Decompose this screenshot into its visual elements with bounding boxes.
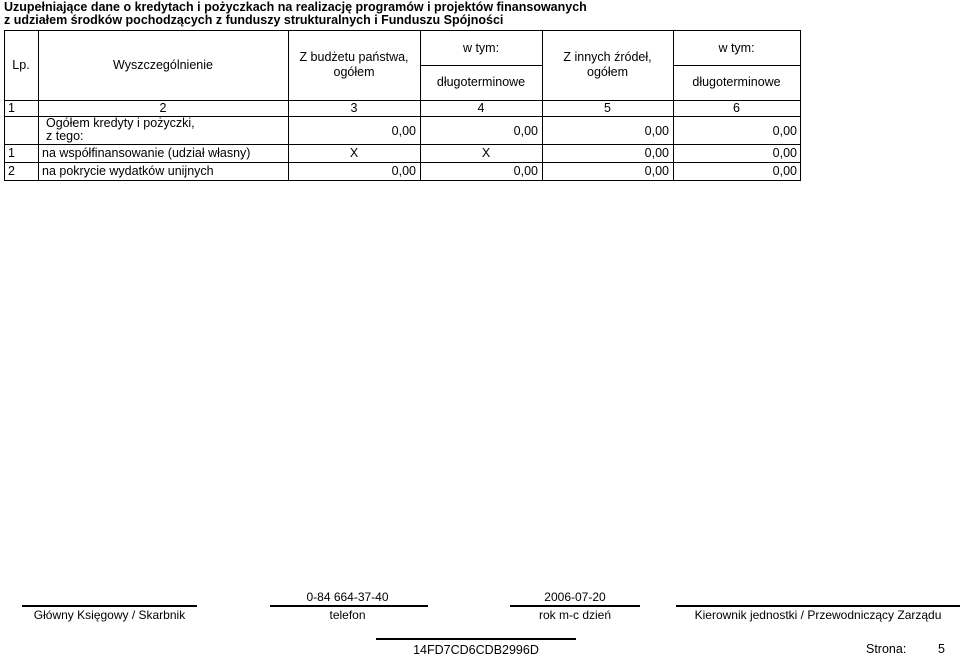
date-value: 2006-07-20 — [544, 590, 606, 604]
header-inne-line1: Z innych źródeł, — [563, 50, 652, 64]
header-inne-line2: ogółem — [587, 65, 628, 79]
row-border-2 — [4, 162, 800, 163]
header-dlugoterminowe-1: długoterminowe — [436, 75, 526, 89]
document-code: 14FD7CD6CDB2996D — [376, 638, 576, 657]
header-wtym-2: w tym: — [718, 41, 755, 55]
row-value-inne: 0,00 — [644, 164, 669, 178]
row-value-budzet-dlugo: 0,00 — [513, 124, 538, 138]
signature-line-phone — [270, 605, 428, 607]
signature-line-date — [510, 605, 640, 607]
report-title-line2: z udziałem środków pochodzących z funduszy strukturalnych i Funduszu Spójności — [4, 13, 504, 27]
phone-value: 0-84 664-37-40 — [306, 590, 389, 604]
report-title-line1: Uzupełniające dane o kredytach i pożyczkach na realizację programów i projektów finansowanych — [4, 0, 587, 14]
row-label: Ogółem kredyty i pożyczki, — [46, 116, 195, 130]
row-value-budzet-dlugo: X — [481, 146, 491, 160]
header-subdivider-1 — [420, 65, 542, 66]
header-dlugoterminowe-2: długoterminowe — [692, 75, 781, 89]
colnum-2: 2 — [159, 101, 167, 115]
col-border-6 — [800, 30, 801, 181]
row-value-budzet: X — [349, 146, 359, 160]
table-bottom-border — [4, 180, 800, 181]
header-budzet-line1: Z budżetu państwa, — [299, 50, 409, 64]
table-top-border — [4, 30, 800, 31]
row-value-budzet: 0,00 — [391, 164, 416, 178]
row-border-1 — [4, 144, 800, 145]
row-value-inne: 0,00 — [644, 146, 669, 160]
colnum-4: 4 — [477, 101, 485, 115]
date-label: rok m-c dzień — [538, 608, 612, 622]
colnum-1: 1 — [8, 101, 15, 115]
colnum-6: 6 — [733, 101, 740, 115]
colnum-5: 5 — [604, 101, 611, 115]
row-value-inne-dlugo: 0,00 — [772, 146, 797, 160]
header-budzet-line2: ogółem — [333, 65, 375, 79]
row-value-inne-dlugo: 0,00 — [772, 124, 797, 138]
row-label: na współfinansowanie (udział własny) — [42, 146, 251, 160]
row-value-inne-dlugo: 0,00 — [772, 164, 797, 178]
row-label-sub: z tego: — [46, 129, 84, 143]
signer-accountant-label: Główny Księgowy / Skarbnik — [33, 608, 186, 622]
row-lp: 2 — [8, 164, 15, 178]
signature-line-accountant — [22, 605, 197, 607]
colnum-3: 3 — [350, 101, 358, 115]
header-lp: Lp. — [12, 58, 30, 72]
signer-manager-label: Kierownik jednostki / Przewodniczący Zarządu — [694, 608, 942, 622]
header-wtym-1: w tym: — [462, 41, 500, 55]
phone-label: telefon — [329, 608, 366, 622]
row-value-inne: 0,00 — [644, 124, 669, 138]
row-label: na pokrycie wydatków unijnych — [42, 164, 214, 178]
header-subdivider-2 — [673, 65, 800, 66]
row-value-budzet-dlugo: 0,00 — [513, 164, 538, 178]
signature-line-manager — [676, 605, 960, 607]
page-number: 5 — [938, 642, 945, 656]
col-border-0 — [4, 30, 5, 181]
row-value-budzet: 0,00 — [391, 124, 416, 138]
header-wyszczegolnienie: Wyszczególnienie — [113, 58, 213, 72]
page-label: Strona: — [866, 642, 907, 656]
row-lp: 1 — [8, 146, 15, 160]
